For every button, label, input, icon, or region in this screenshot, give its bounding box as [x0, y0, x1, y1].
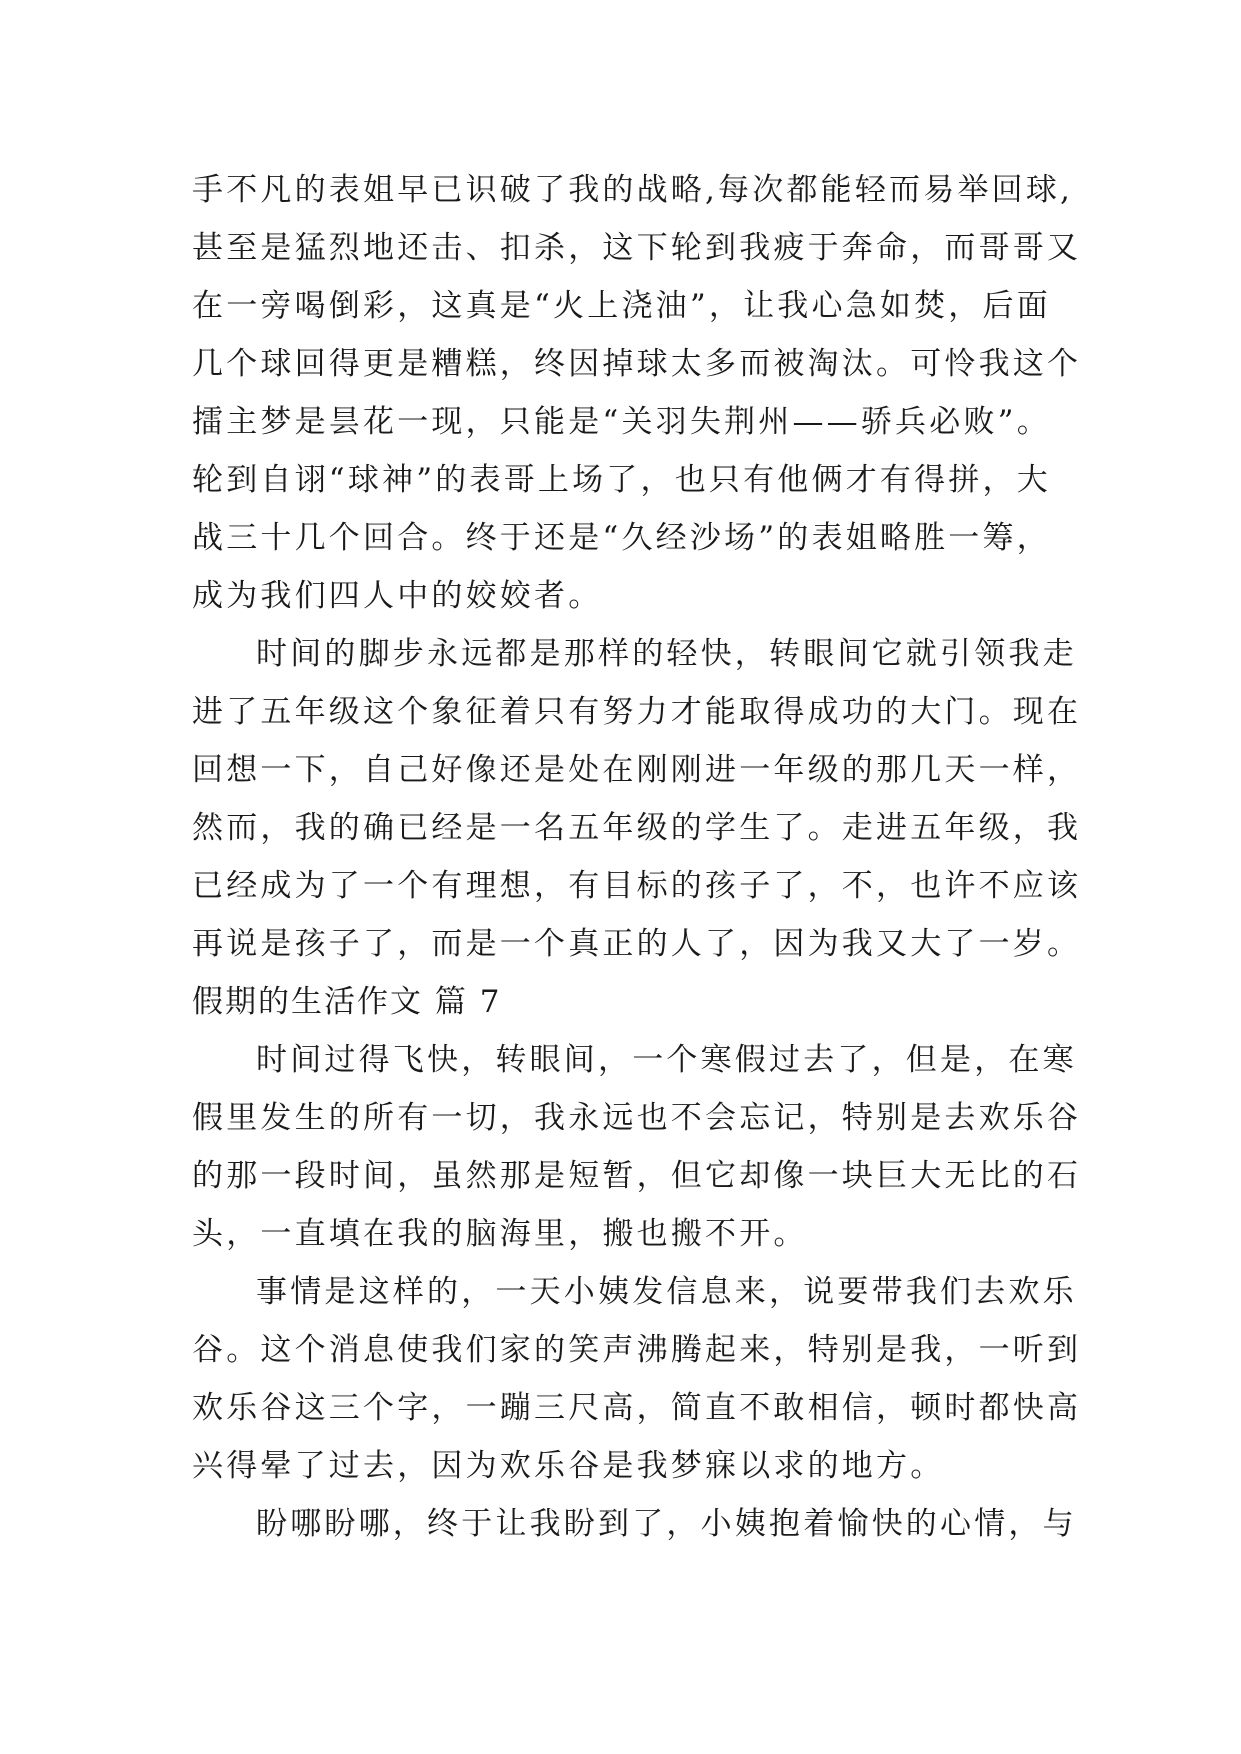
- text-line: 再说是孩子了，而是一个真正的人了，因为我又大了一岁。: [192, 926, 1082, 962]
- text-line: 擂主梦是昙花一现，只能是“关羽失荆州——骄兵必败”。: [192, 404, 1051, 440]
- text-line: 回想一下，自己好像还是处在刚刚进一年级的那几天一样，: [192, 752, 1082, 788]
- text-line: 手不凡的表姐早已识破了我的战略,每次都能轻而易举回球,: [192, 172, 1074, 208]
- text-line: 进了五年级这个象征着只有努力才能取得成功的大门。现在: [192, 694, 1082, 730]
- text-line: 成为我们四人中的姣姣者。: [192, 578, 603, 614]
- text-line: 谷。这个消息使我们家的笑声沸腾起来，特别是我，一听到: [192, 1332, 1082, 1368]
- text-line: 在一旁喝倒彩，这真是“火上浇油”，让我心急如焚，后面: [192, 288, 1051, 324]
- text-line: 欢乐谷这三个字，一蹦三尺高，简直不敢相信，顿时都快高: [192, 1390, 1082, 1426]
- text-line: 已经成为了一个有理想，有目标的孩子了，不，也许不应该: [192, 868, 1082, 904]
- text-line: 战三十几个回合。终于还是“久经沙场”的表姐略胜一筹，: [192, 520, 1051, 556]
- text-line: 兴得晕了过去，因为欢乐谷是我梦寐以求的地方。: [192, 1448, 945, 1484]
- paragraph-first-line: 事情是这样的，一天小姨发信息来，说要带我们去欢乐: [256, 1274, 1077, 1310]
- text-line: 几个球回得更是糟糕，终因掉球太多而被淘汰。可怜我这个: [192, 346, 1082, 382]
- paragraph-first-line: 时间的脚步永远都是那样的轻快，转眼间它就引领我走: [256, 636, 1077, 672]
- text-line: 的那一段时间，虽然那是短暂，但它却像一块巨大无比的石: [192, 1158, 1082, 1194]
- text-line: 头，一直填在我的脑海里，搬也搬不开。: [192, 1216, 808, 1252]
- paragraph-first-line: 时间过得飞快，转眼间，一个寒假过去了，但是，在寒: [256, 1042, 1077, 1078]
- text-line: 然而，我的确已经是一名五年级的学生了。走进五年级，我: [192, 810, 1082, 846]
- text-line: 假里发生的所有一切，我永远也不会忘记，特别是去欢乐谷: [192, 1100, 1082, 1136]
- text-line: 甚至是猛烈地还击、扣杀，这下轮到我疲于奔命，而哥哥又: [192, 230, 1082, 266]
- text-line: 轮到自诩“球神”的表哥上场了，也只有他俩才有得拼，大: [192, 462, 1051, 498]
- paragraph-first-line: 盼哪盼哪，终于让我盼到了，小姨抱着愉快的心情，与: [256, 1506, 1077, 1542]
- section-heading: 假期的生活作文 篇 7: [192, 984, 502, 1020]
